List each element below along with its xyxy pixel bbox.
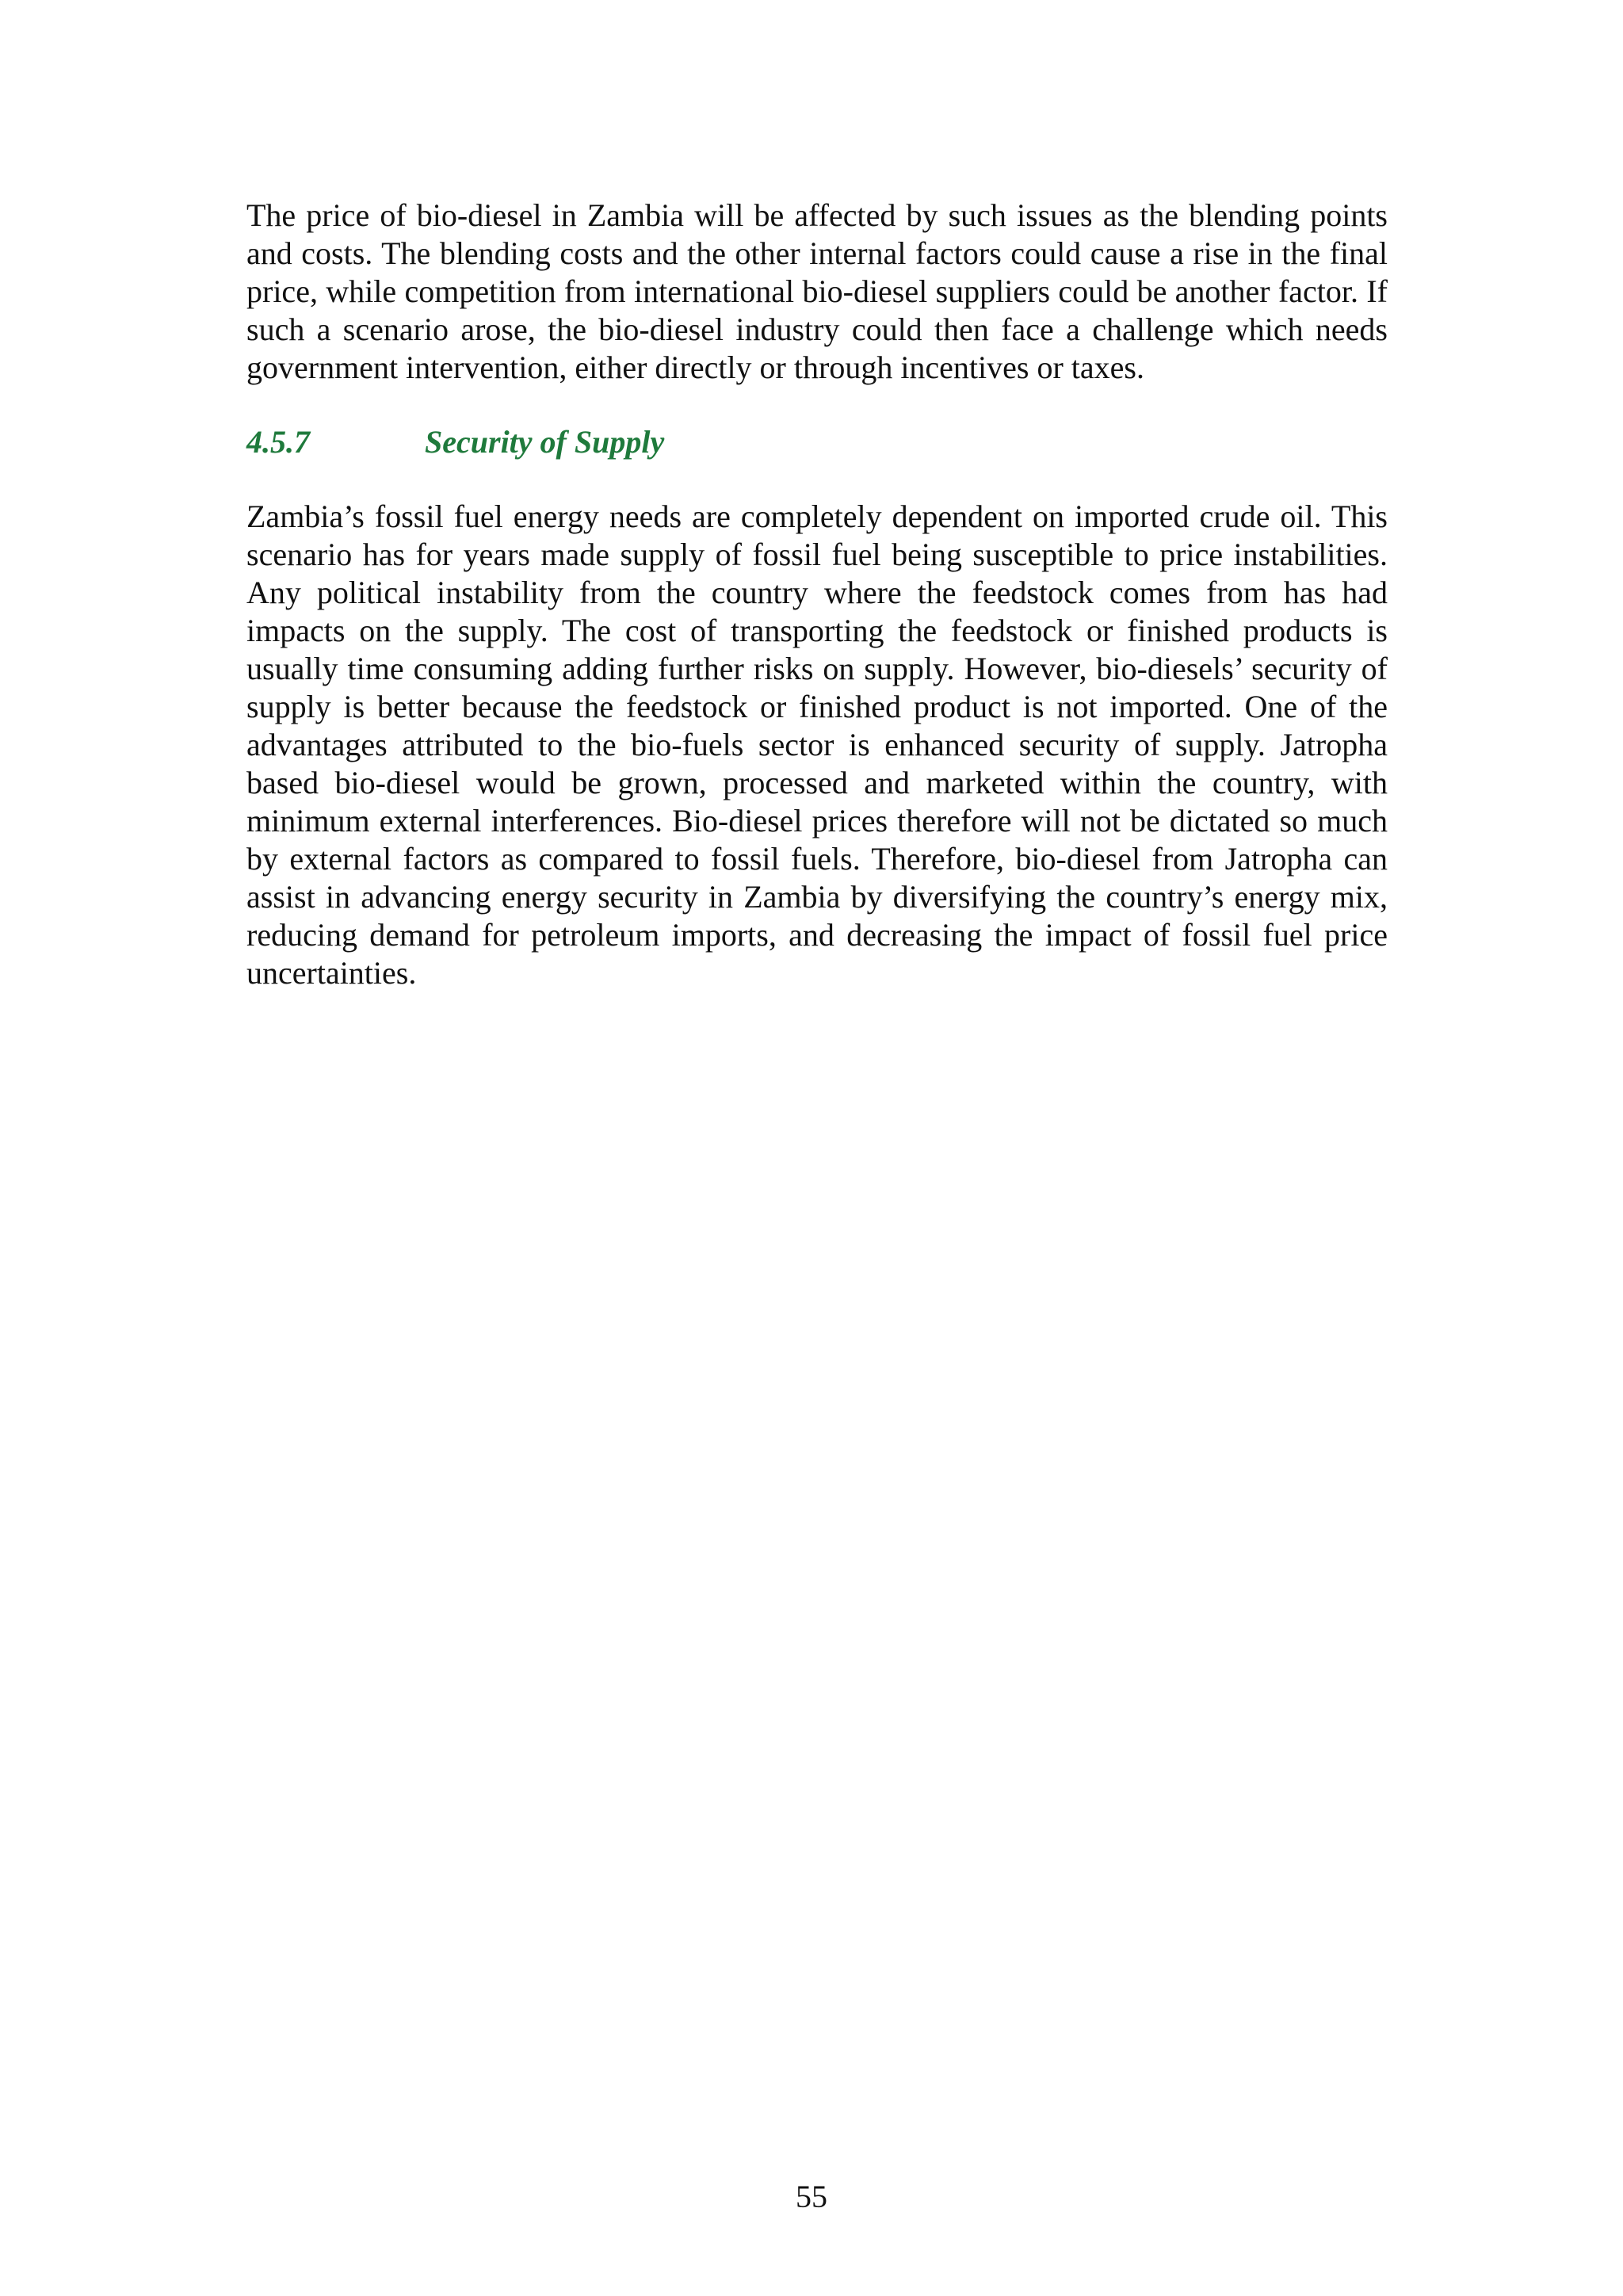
section-title: Security of Supply	[425, 424, 665, 460]
section-number: 4.5.7	[246, 424, 310, 460]
page-number: 55	[796, 2179, 827, 2214]
paragraph-bio-diesel-price: The price of bio-diesel in Zambia will be affected by such issues as the blending points and costs. The blending costs and the other internal factors could cause a rise in the final price, while competition from international bio-diesel suppliers could be another factor. If such a scenario arose, the bio-diesel industry could then face a challenge which needs government intervention, either directly or through incentives or taxes.	[246, 197, 1388, 385]
section-heading	[246, 423, 1388, 461]
page-content	[246, 197, 1388, 992]
paragraph-security-of-supply: Zambia’s fossil fuel energy needs are completely dependent on imported crude oil. This scenario has for years made supply of fossil fuel being susceptible to price instabilities. Any political instability from the country where the feedstock comes from has had impacts on the supply. The cost of transporting the feedstock or finished products is usually time consuming adding further risks on supply. However, bio-diesels’ security of supply is better because the feedstock or finished product is not imported. One of the advantages attributed to the bio-fuels sector is enhanced security of supply. Jatropha based bio-diesel would be grown, processed and marketed within the country, with minimum external interferences. Bio-diesel prices therefore will not be dictated so much by external factors as compared to fossil fuels. Therefore, bio-diesel from Jatropha can assist in advancing energy security in Zambia by diversifying the country’s energy mix, reducing demand for petroleum imports, and decreasing the impact of fossil fuel price uncertainties.	[246, 499, 1388, 991]
